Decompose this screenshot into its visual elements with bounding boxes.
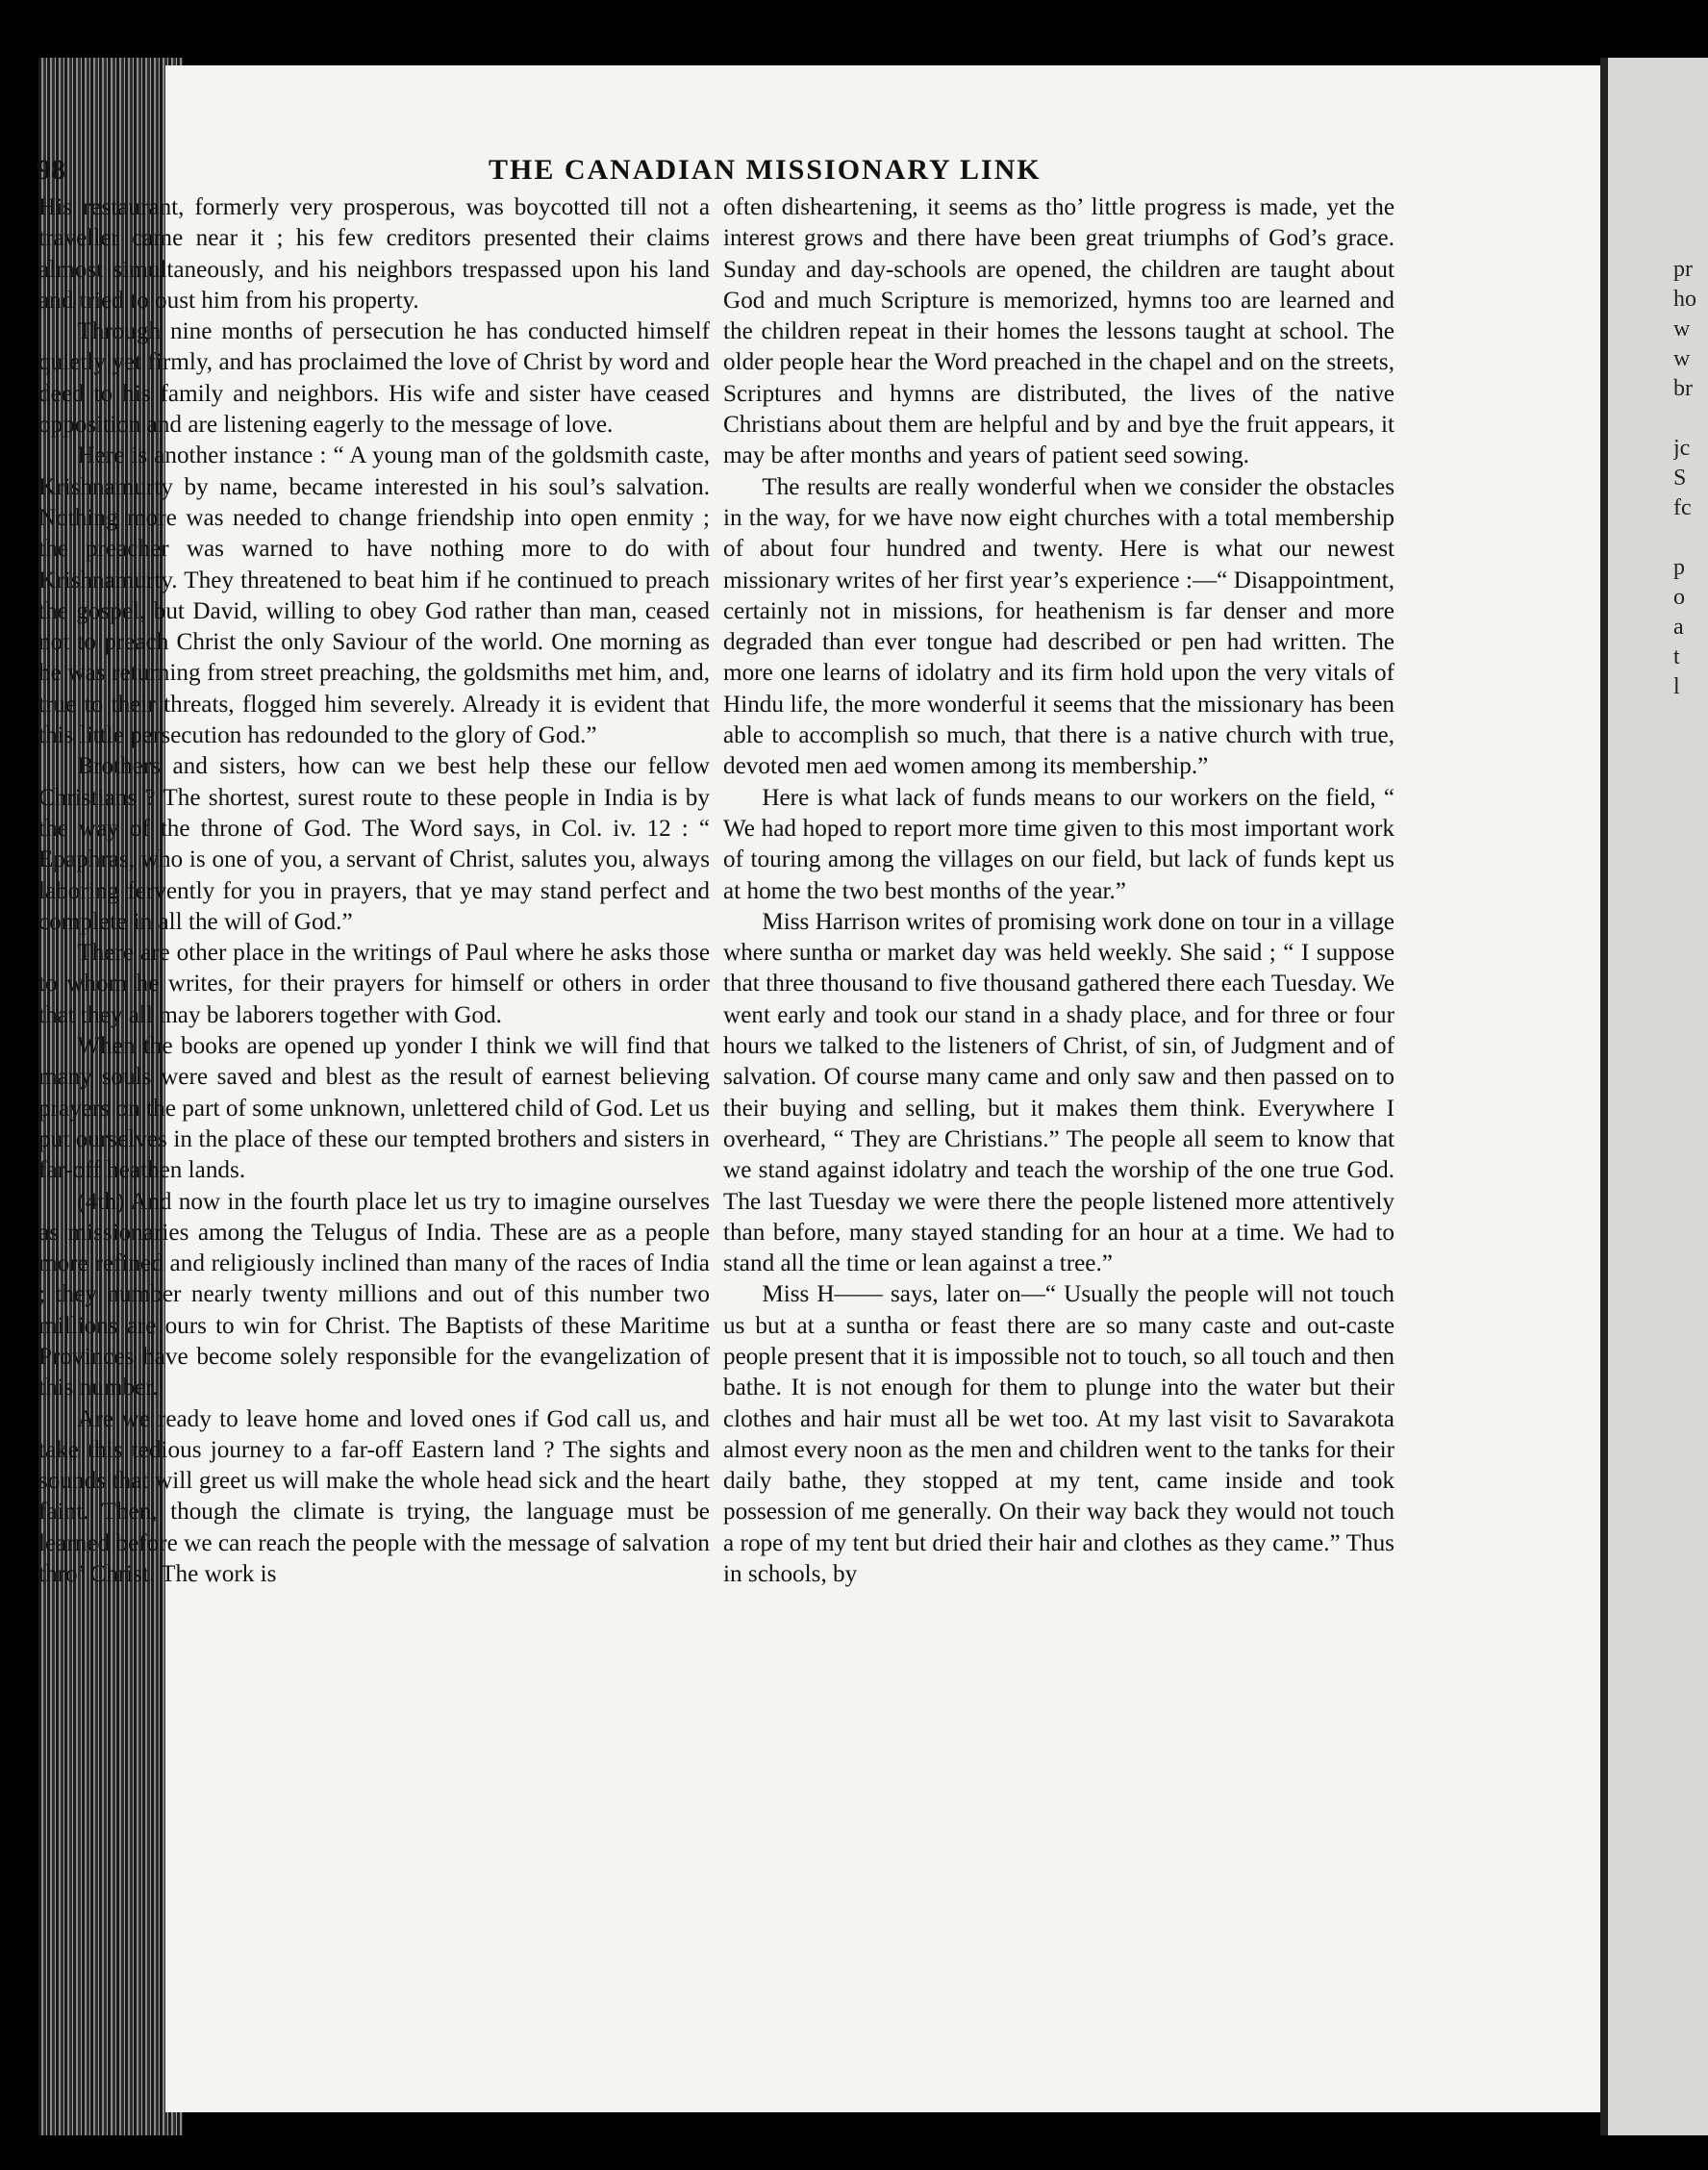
text-fragment: [1673, 523, 1708, 553]
paragraph: There are other place in the writings of Paul where he asks those to whom he writes, for their prayers for himself or others in order that they all may be laborers together with God.: [38, 940, 710, 1028]
text-fragment: fc: [1673, 495, 1692, 520]
text-fragment: o: [1673, 585, 1685, 610]
text-fragment: [1673, 404, 1708, 434]
text-fragment: w: [1673, 316, 1691, 341]
page-number: 98: [37, 154, 65, 186]
paragraph: Here is another instance : “ A young man of the goldsmith caste, Krishnamurty by name, became interested in his soul’s salvation. Nothing more was needed to change friendship into open enmity ; the preacher was warned to have nothing more to do with Krishnamurty. They threatened to beat him if he continued to preach the gospel, but David, willing to obey God rather than man, ceased not to preach Christ the only Saviour of the world. One morning as he was returning from street preaching, the goldsmiths met him, and, true to their threats, flogged him severely. Already it is evident that this little persecution has redounded to the glory of God.”: [38, 442, 710, 749]
paragraph: Brothers and sisters, how can we best help these our fellow Christians ? The shortest, surest route to these people in India is by the way of the throne of God. The Word says, in Col. iv. 12 : “ Epaphras, who is one of you, a servant of Christ, salutes you, always laboring fervently for you in prayers, that ye may stand perfect and complete in all the will of God.”: [38, 753, 710, 935]
text-fragment: a: [1673, 615, 1684, 640]
paragraph: Here is what lack of funds means to our workers on the field, “ We had hoped to report more time given to this most important work of touring among the villages on our field, but lack of funds kept us at home the two best months of the year.”: [723, 784, 1394, 904]
paragraph: Are we ready to leave home and loved ones if God call us, and take this tedious journey to a far-off Eastern land ? The sights and sounds that will greet us will make the whole head sick and the heart faint. Then, though the climate is trying, the language must be learned before we can reach the people with the message of salvation thro’ Christ. The work is: [38, 1405, 710, 1588]
right-column: [723, 192, 1394, 1590]
left-column: [38, 192, 710, 1590]
paragraph: Miss H—— says, later on—“ Usually the people will not touch us but at a suntha or feast there are so many caste and out-caste people present that it is impossible not to touch, so all touch and then bathe. It is not enough for them to plunge into the water but their clothes and hair must all be wet too. At my last visit to Savarakota almost every noon as the men and children went to the tanks for their daily bathe, they stopped at my tent, came inside and took possession of me generally. On their way back they would not touch a rope of my tent but dried their hair and clothes as they came.” Thus in schools, by: [723, 1281, 1394, 1588]
text-fragment: br: [1673, 376, 1693, 401]
text-fragment: jc: [1673, 436, 1691, 461]
paragraph: (4th) And now in the fourth place let us try to imagine ourselves as missionaries among the Telugus of India. These are as a people more refined and religiously inclined than many of the races of India ; they number nearly twenty millions and out of this number two millions are ours to win for Christ. The Baptists of these Maritime Provinces have become solely responsible for the evangelization of this number.: [38, 1188, 710, 1401]
paragraph: Miss Harrison writes of promising work done on tour in a village where suntha or market day was held weekly. She said ; “ I suppose that three thousand to five thousand gathered there each Tuesday. We went early and took our stand in a shady place, and for three or four hours we talked to the listeners of Christ, of sin, of Judgment and of salvation. Of course many came and only saw and then passed on to their buying and selling, but it makes them think. Everywhere I overheard, “ They are Christians.” The people all seem to know that we stand against idolatry and teach the worship of the one true God. The last Tuesday we were there the people listened more attentively than before, many stayed standing for an hour at a time. We had to stand all the time or lean against a tree.”: [723, 908, 1394, 1277]
text-fragment: l: [1673, 674, 1680, 699]
text-fragment: w: [1673, 346, 1691, 371]
text-fragment: S: [1673, 466, 1687, 491]
text-fragment: pr: [1673, 257, 1693, 282]
paragraph: Through nine months of persecution he has conducted himself quietly yet firmly, and has proclaimed the love of Christ by word and deed to his family and neighbors. His wife and sister have ceased opposition and are listening eagerly to the message of love.: [38, 318, 710, 439]
paragraph: The results are really wonderful when we consider the obstacles in the way, for we have now eight churches with a total membership of about four hundred and twenty. Here is what our newest missionary writes of her first year’s experience :—“ Disappointment, certainly not in missions, for heathenism is far denser and more degraded than ever tongue had described or pen had written. The more one learns of idolatry and its firm hold upon the very vitals of Hindu life, the more wonderful it seems that the missionary has been able to accomplish so much, that there is a native church with true, devoted men aed women among its membership.”: [723, 473, 1394, 780]
running-title: THE CANADIAN MISSIONARY LINK: [489, 154, 1042, 186]
text-fragment: ho: [1673, 287, 1696, 312]
paragraph: When the books are opened up yonder I think we will find that many souls were saved and blest as the result of earnest believing prayers on the part of some unknown, unlettered child of God. Let us put ourselves in the place of these our tempted brothers and sisters in far-off heathen lands.: [38, 1033, 710, 1184]
binding-gutter: [1600, 58, 1608, 2135]
text-fragment: t: [1673, 644, 1680, 669]
paragraph: often disheartening, it seems as tho’ little progress is made, yet the interest grows and there have been great triumphs of God’s grace. Sunday and day-schools are opened, the children are taught about God and much Scripture is memorized, hymns too are learned and the children repeat in their homes the lessons taught at school. The older people hear the Word preached in the chapel and on the streets, Scriptures and hymns are distributed, the lives of the native Christians about them are helpful and by and bye the fruit appears, it may be after months and years of patient seed sowing.: [723, 194, 1394, 469]
paragraph: His restaurant, formerly very prosperous, was boycotted till not a traveller came near it ; his few creditors presented their claims almost simultaneously, and his neighbors trespassed upon his land and tried to oust him from his property.: [38, 194, 710, 314]
facing-page-text: [1673, 255, 1708, 702]
text-fragment: p: [1673, 555, 1685, 580]
